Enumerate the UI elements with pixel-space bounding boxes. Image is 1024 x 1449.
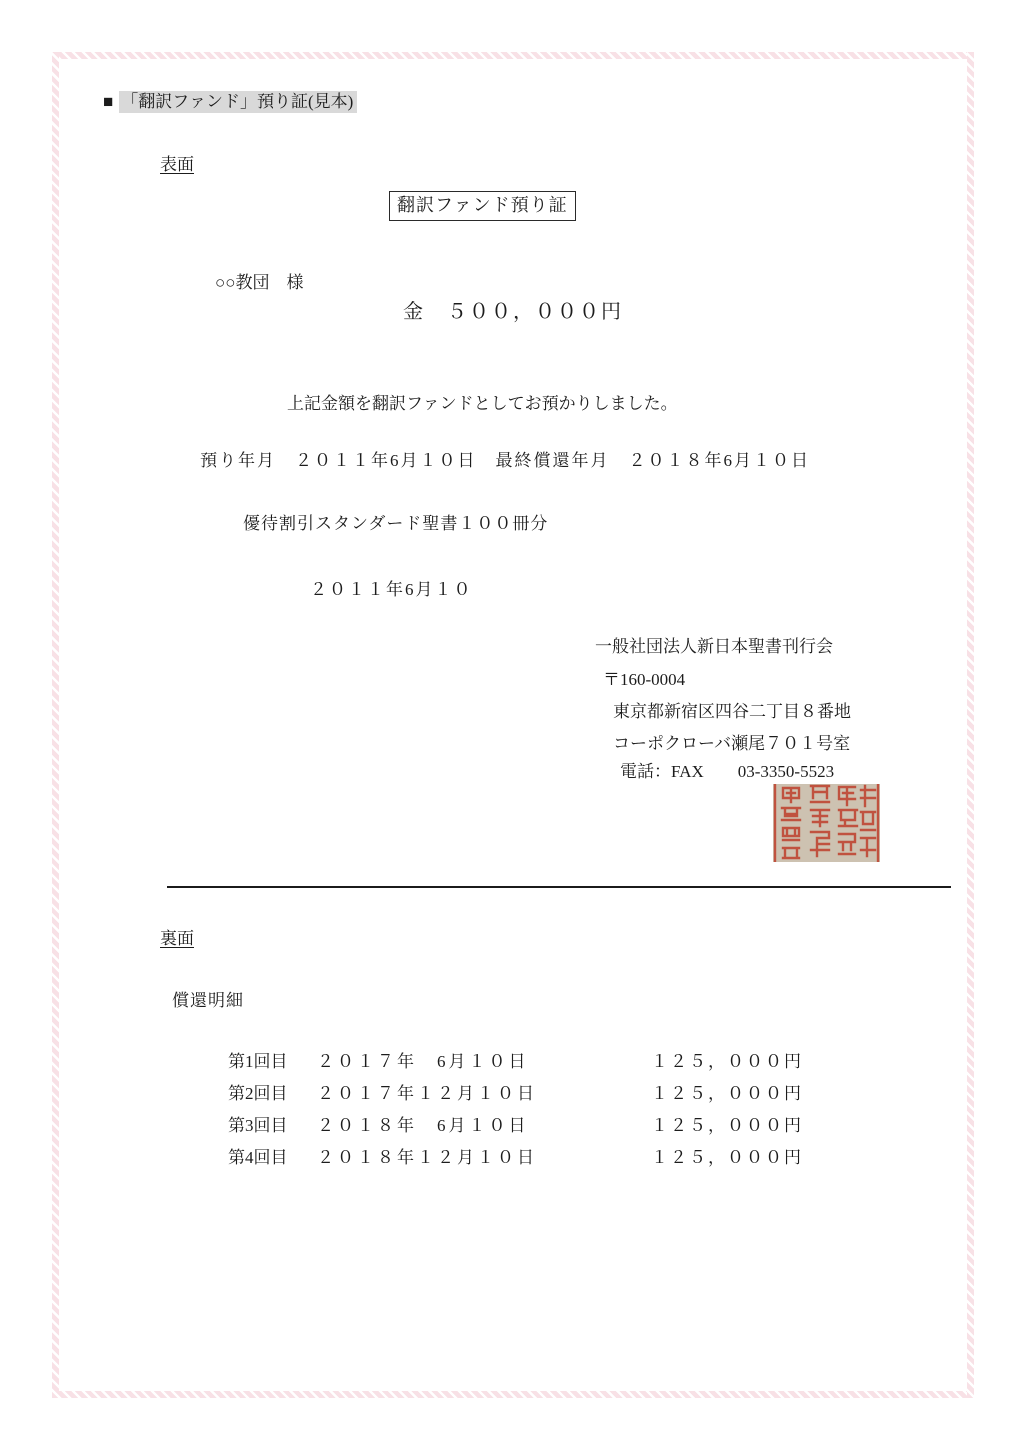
schedule-row-amount: １２５，０００円 <box>651 1084 803 1103</box>
benefit-line: 優待割引スタンダード聖書１００冊分 <box>243 514 549 533</box>
front-side-label: 表面 <box>160 155 194 174</box>
schedule-row-number: 第1回目 <box>228 1052 288 1071</box>
issue-date: ２０１１年6月１０ <box>310 580 473 599</box>
certificate-title: 翻訳ファンド預り証 <box>389 191 576 221</box>
company-seal-icon <box>773 784 880 862</box>
schedule-row-date: ２０１７年 6月１０日 <box>317 1052 529 1071</box>
recipient-line: ○○教団 様 <box>215 273 304 292</box>
document-heading-text: 「翻訳ファンド」預り証(見本) <box>119 91 357 113</box>
issuer-address-line1: 東京都新宿区四谷二丁目８番地 <box>613 702 851 721</box>
schedule-row-date: ２０１８年１２月１０日 <box>317 1148 537 1167</box>
schedule-row-date: ２０１７年１２月１０日 <box>317 1084 537 1103</box>
schedule-row-amount: １２５，０００円 <box>651 1148 803 1167</box>
issuer-phone-line: 電話：FAX 03-3350-5523 <box>620 762 835 781</box>
issuer-postal-code: 〒160-0004 <box>603 670 686 689</box>
page-border-top <box>52 52 974 59</box>
amount-line: 金 ５００，０００円 <box>403 301 623 323</box>
page-border-bottom <box>52 1391 974 1398</box>
back-side-label: 裏面 <box>160 929 194 948</box>
redemption-schedule-title: 償還明細 <box>172 991 244 1010</box>
schedule-row-number: 第3回目 <box>228 1116 288 1135</box>
issuer-name: 一般社団法人新日本聖書刊行会 <box>595 637 833 656</box>
deposit-statement: 上記金額を翻訳ファンドとしてお預かりしました。 <box>287 394 678 413</box>
page-border-right <box>967 52 974 1398</box>
document-heading <box>103 91 357 112</box>
issuer-address-line2: コーポクローバ瀬尾７０１号室 <box>613 734 851 753</box>
schedule-row-date: ２０１８年 6月１０日 <box>317 1116 529 1135</box>
schedule-row-number: 第4回目 <box>228 1148 288 1167</box>
section-divider <box>167 886 951 888</box>
square-bullet-icon: ■ <box>103 92 114 111</box>
schedule-row-amount: １２５，０００円 <box>651 1052 803 1071</box>
schedule-row-number: 第2回目 <box>228 1084 288 1103</box>
page-border-left <box>52 52 59 1398</box>
schedule-row-amount: １２５，０００円 <box>651 1116 803 1135</box>
deposit-dates-line: 預り年月 ２０１１年6月１０日 最終償還年月 ２０１８年6月１０日 <box>200 451 810 470</box>
